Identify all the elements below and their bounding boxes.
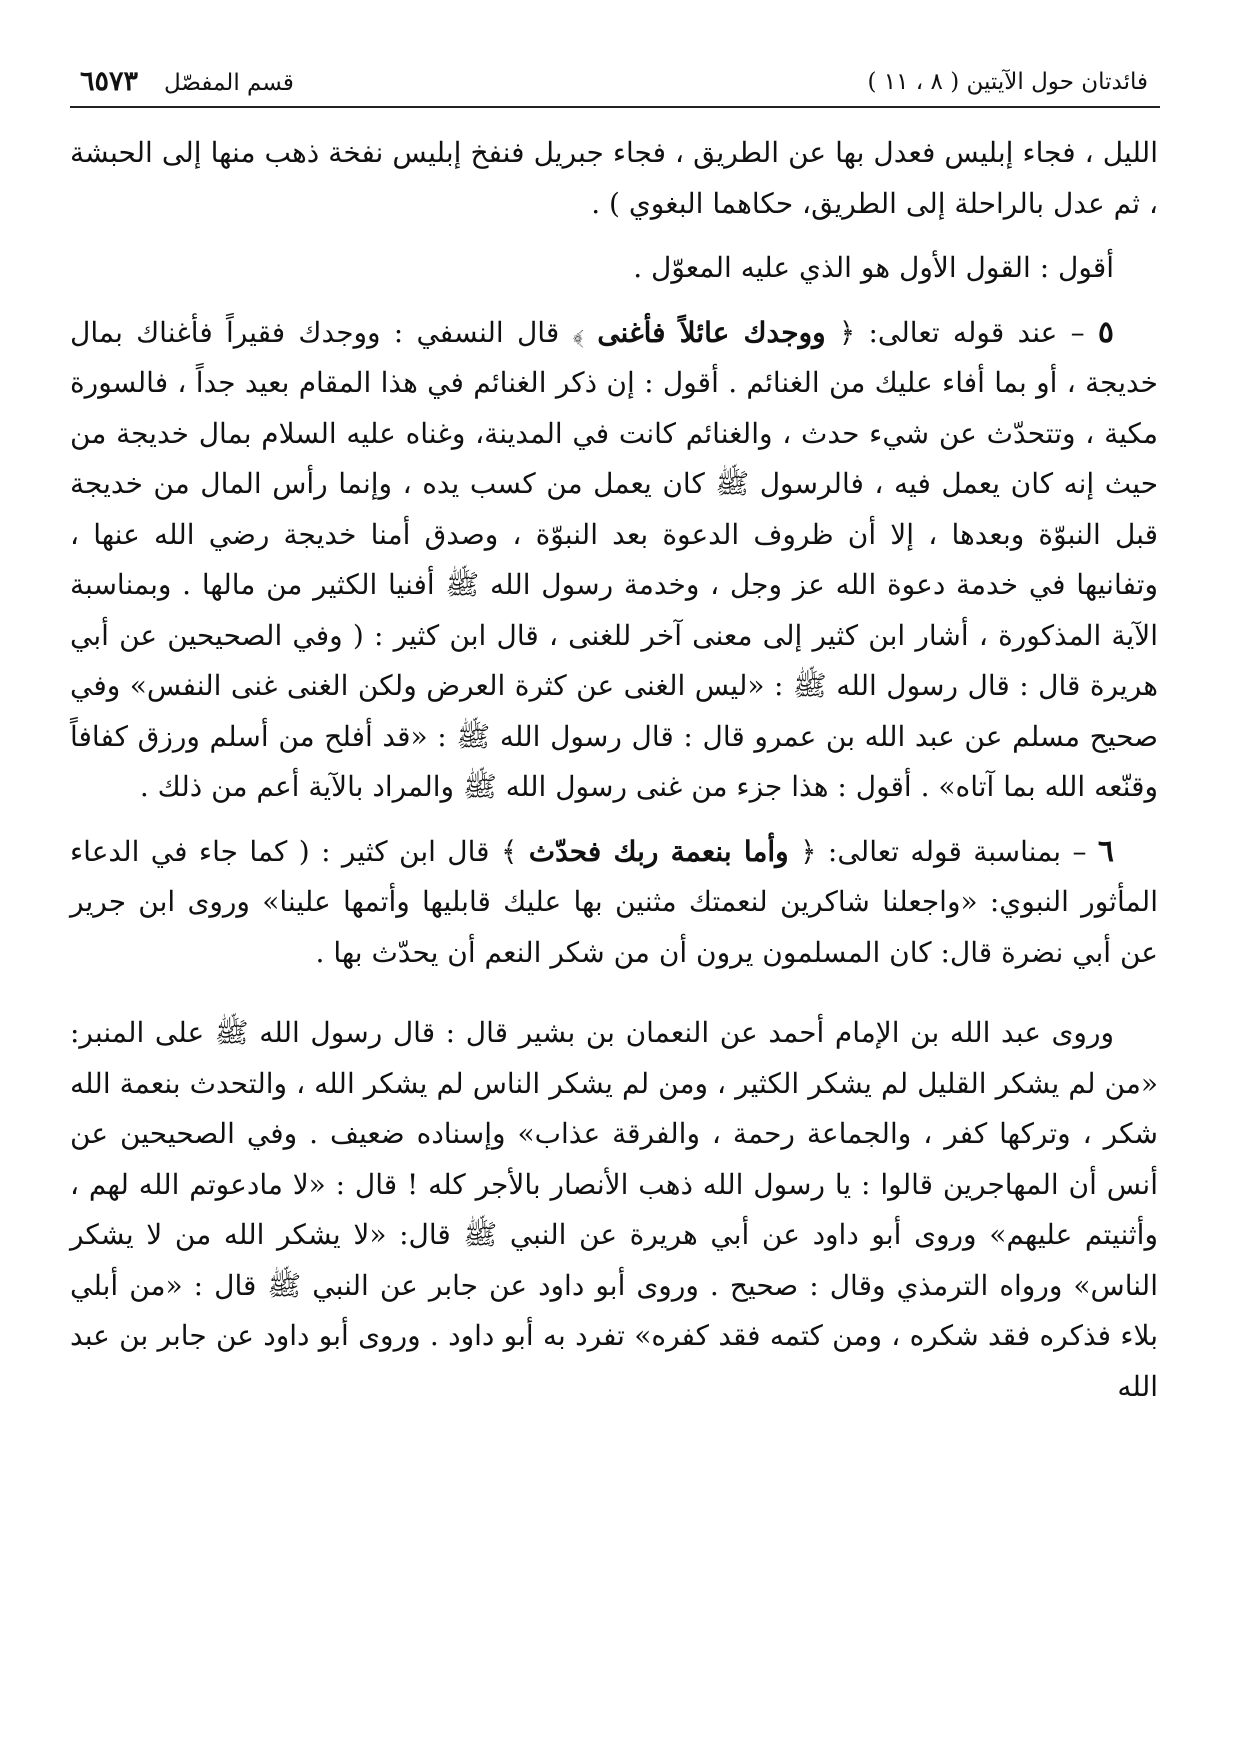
book-page xyxy=(70,62,1160,1722)
text-run: أقول : القول الأول هو الذي عليه المعوّل . xyxy=(633,251,1114,284)
page-number: ٦٥٧٣ xyxy=(80,66,139,97)
paragraph-5 xyxy=(70,1008,1158,1412)
paragraph-3 xyxy=(70,308,1158,813)
text-run: ﴾ قال ابن كثير : ( كما جاء في الدعاء المأثور النبوي: «واجعلنا شاكرين لنعمتك مثنين بها عليك قابليها وأتمها علينا» وروى ابن جرير عن أبي نضرة قال: كان المسلمون يرون أن من شكر النعم أن يحدّث بها . xyxy=(70,834,1158,969)
text-run: وروى عبد الله بن الإمام أحمد عن النعمان بن بشير قال : قال رسول الله ﷺ على المنبر: «من لم يشكر القليل لم يشكر الكثير ، ومن لم يشكر الناس لم يشكر الله ، والتحدث بنعمة الله شكر ، وتركها كفر ، والجماعة رحمة ، والفرقة عذاب» وإسناده ضعيف . وفي الصحيحين عن أنس أن المهاجرين قالوا : يا رسول الله ذهب الأنصار بالأجر كله ! قال : «لا مادعوتم الله لهم ، وأثنيتم عليهم» وروى أبو داود عن أبي هريرة عن النبي ﷺ قال: «لا يشكر الله من لا يشكر الناس» ورواه الترمذي وقال : صحيح . وروى أبو داود عن جابر عن النبي ﷺ قال : «من أبلي بلاء فذكره فقد شكره ، ومن كتمه فقد كفره» تفرد به أبو داود . وروى أبو داود عن جابر بن عبد الله xyxy=(70,1016,1158,1403)
text-run: وأما بنعمة ربك فحدّث xyxy=(528,834,789,868)
text-run: ﴾ قال النسفي : ووجدك فقيراً فأغناك بمال خديجة ، أو بما أفاء عليك من الغنائم . أقول : إن ذكر الغنائم في هذا المقام بعيد جداً ، فالسورة مكية ، وتتحدّث عن شيء حدث ، والغنائم كانت في المدينة، وغناه عليه السلام بمال خديجة من حيث إنه كان يعمل فيه ، فالرسول ﷺ كان يعمل من كسب يده ، وإنما رأس المال من خديجة قبل النبوّة وبعدها ، إلا أن ظروف الدعوة بعد النبوّة ، وصدق أمنا خديجة رضي الله عنها ، وتفانيها في خدمة دعوة الله عز وجل ، وخدمة رسول الله ﷺ أفنيا الكثير من مالها . وبمناسبة الآية المذكورة ، أشار ابن كثير إلى معنى آخر للغنى ، قال ابن كثير : ( وفي الصحيحين عن أبي هريرة قال : قال رسول الله ﷺ : «ليس الغنى عن كثرة العرض ولكن الغنى غنى النفس» وفي صحيح مسلم عن عبد الله بن عمرو قال : قال رسول الله ﷺ : «قد أفلح من أسلم ورزق كفافاً وقنّعه الله بما آتاه» . أقول : هذا جزء من غنى رسول الله ﷺ والمراد بالآية أعم من ذلك . xyxy=(70,315,1158,803)
section-title: قسم المفصّل xyxy=(164,70,294,96)
header-left-group xyxy=(80,62,294,103)
paragraph-1 xyxy=(70,128,1158,229)
text-run: الليل ، فجاء إبليس فعدل بها عن الطريق ، فجاء جبريل فنفخ إبليس نفخة ذهب منها إلى الحبشة ، ثم عدل بالراحلة إلى الطريق، حكاهما البغوي ) . xyxy=(70,136,1158,220)
paragraph-4 xyxy=(70,827,1158,979)
page-header xyxy=(70,62,1160,108)
text-run: – بمناسبة قوله تعالى: ﴿ xyxy=(788,834,1098,868)
text-run: ٦ xyxy=(1097,833,1115,869)
text-run: ووجدك عائلاً فأغنى xyxy=(597,315,826,349)
page-body xyxy=(70,128,1160,1412)
paragraph-2 xyxy=(70,243,1158,294)
text-run: ٥ xyxy=(1097,314,1114,350)
running-title: فائدتان حول الآيتين ( ٨ ، ١١ ) xyxy=(867,69,1148,95)
text-run: – عند قوله تعالى: ﴿ xyxy=(825,315,1098,349)
